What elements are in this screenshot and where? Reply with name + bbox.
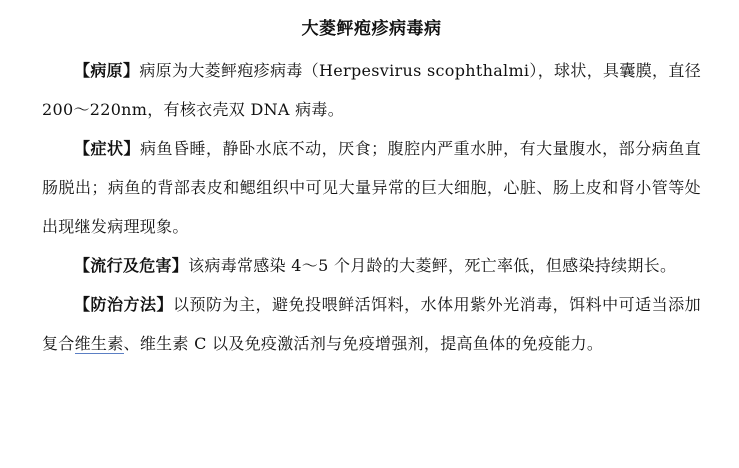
vitamin-link[interactable]: 维生素 [74, 334, 124, 353]
section-text: 病原为大菱鲆疱疹病毒（Herpesvirus scophthalmi），球状，具囊膜，直径 200～220nm，有核衣壳双 DNA 病毒。 [42, 61, 701, 119]
section-symptoms [42, 129, 701, 246]
section-text: 病鱼昏睡，静卧水底不动，厌食；腹腔内严重水肿，有大量腹水，部分病鱼直肠脱出；病鱼的背部表皮和鳃组织中可见大量异常的巨大细胞，心脏、肠上皮和肾小管等处出现继发病理现象。 [42, 139, 702, 236]
section-heading: 【流行及危害】 [74, 256, 189, 275]
section-heading: 【症状】 [74, 139, 141, 158]
section-epidemic [42, 246, 701, 285]
section-heading: 【防治方法】 [74, 295, 174, 314]
section-prevention [42, 285, 701, 363]
document-title: 大菱鲆疱疹病毒病 [301, 19, 442, 39]
section-text: 该病毒常感染 4～5 个月龄的大菱鲆，死亡率低，但感染持续期长。 [188, 256, 677, 275]
section-text: 以预防为主，避免投喂鲜活饵料，水体用紫外光消毒，饵料中可适当添加复合 [42, 295, 701, 353]
section-pathogen [42, 51, 701, 129]
section-text: 、维生素 C 以及免疫激活剂与免疫增强剂，提高鱼体的免疫能力。 [123, 334, 604, 353]
section-heading: 【病原】 [74, 61, 140, 80]
